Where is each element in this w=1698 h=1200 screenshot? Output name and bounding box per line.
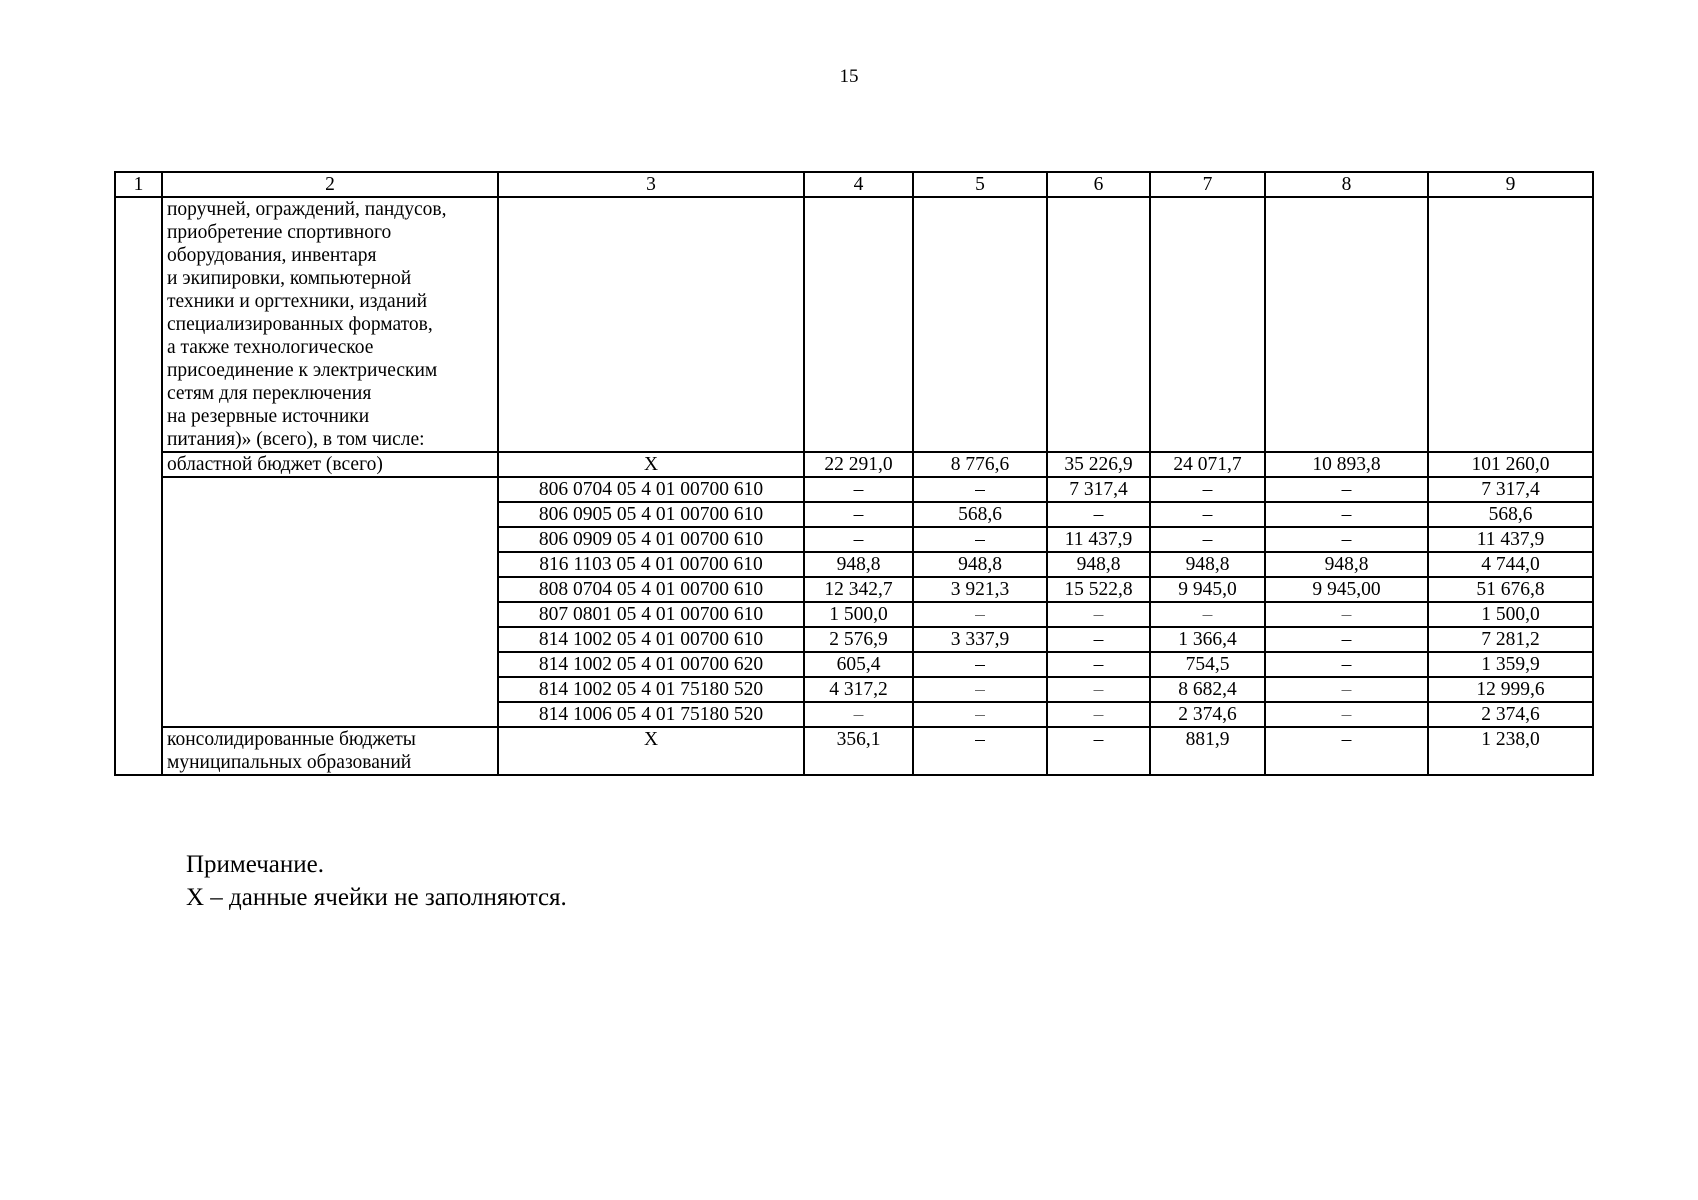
value-cell: – (1265, 527, 1428, 552)
header-cell: 8 (1265, 172, 1428, 197)
budget-code-cell: 814 1002 05 4 01 00700 610 (498, 627, 804, 652)
note-title: Примечание. (186, 851, 325, 878)
item-description-line: поручней, ограждений, пандусов, (167, 199, 447, 220)
header-cell: 6 (1047, 172, 1150, 197)
value-cell: 101 260,0 (1428, 452, 1593, 477)
header-cell: 2 (162, 172, 498, 197)
value-cell: 568,6 (913, 502, 1047, 527)
value-cell: – (1047, 727, 1150, 775)
header-row (115, 172, 1593, 197)
value-cell: 7 317,4 (1428, 477, 1593, 502)
value-cell: – (1265, 727, 1428, 775)
value-cell: 2 374,6 (1150, 702, 1265, 727)
value-cell: 2 576,9 (804, 627, 913, 652)
value-cell: 948,8 (1047, 552, 1150, 577)
value-cell: 1 238,0 (1428, 727, 1593, 775)
item-description-line: на резервные источники (167, 406, 370, 427)
item-description-line: сетям для переключения (167, 383, 372, 404)
empty-cell (498, 197, 804, 452)
value-cell: – (804, 502, 913, 527)
value-cell: 3 921,3 (913, 577, 1047, 602)
value-cell: 15 522,8 (1047, 577, 1150, 602)
item-description (162, 197, 498, 452)
value-cell: – (804, 702, 913, 727)
value-cell: – (804, 527, 913, 552)
value-cell: 1 500,0 (1428, 602, 1593, 627)
note (186, 848, 567, 914)
value-cell: 3 337,9 (913, 627, 1047, 652)
value-cell: 12 342,7 (804, 577, 913, 602)
budget-code-cell: 814 1002 05 4 01 75180 520 (498, 677, 804, 702)
value-cell: – (913, 652, 1047, 677)
value-cell: – (1150, 602, 1265, 627)
empty-cell (913, 197, 1047, 452)
item-description-line: питания)» (всего), в том числе: (167, 429, 425, 450)
value-cell: 10 893,8 (1265, 452, 1428, 477)
value-cell: – (1265, 477, 1428, 502)
value-cell: 12 999,6 (1428, 677, 1593, 702)
value-cell: 568,6 (1428, 502, 1593, 527)
item-description-line: присоединение к электрическим (167, 360, 438, 381)
item-description-line: приобретение спортивного (167, 222, 392, 243)
value-cell: 754,5 (1150, 652, 1265, 677)
municipal-label-line: муниципальных образований (167, 752, 412, 773)
value-cell: 1 359,9 (1428, 652, 1593, 677)
value-cell: 8 682,4 (1150, 677, 1265, 702)
value-cell: 356,1 (804, 727, 913, 775)
item-row (115, 197, 1593, 452)
value-cell: – (913, 602, 1047, 627)
empty-cell (1265, 197, 1428, 452)
value-cell: – (1265, 652, 1428, 677)
budget-code-cell: 814 1006 05 4 01 75180 520 (498, 702, 804, 727)
value-cell: – (1265, 627, 1428, 652)
value-cell: – (1265, 502, 1428, 527)
budget-code-cell: 806 0909 05 4 01 00700 610 (498, 527, 804, 552)
budget-code-cell: 814 1002 05 4 01 00700 620 (498, 652, 804, 677)
value-cell: 9 945,0 (1150, 577, 1265, 602)
value-cell: – (1047, 502, 1150, 527)
code-cell: Х (498, 452, 804, 477)
value-cell: 4 744,0 (1428, 552, 1593, 577)
value-cell: – (1047, 677, 1150, 702)
empty-cell (1150, 197, 1265, 452)
value-cell: – (1047, 652, 1150, 677)
note-text: Х – данные ячейки не заполняются. (186, 884, 567, 911)
value-cell: – (804, 477, 913, 502)
value-cell: 4 317,2 (804, 677, 913, 702)
value-cell: 11 437,9 (1047, 527, 1150, 552)
header-cell: 9 (1428, 172, 1593, 197)
header-cell: 5 (913, 172, 1047, 197)
regional-budget-row (115, 452, 1593, 477)
value-cell: – (913, 677, 1047, 702)
item-description-line: оборудования, инвентаря (167, 245, 377, 266)
value-cell: – (913, 477, 1047, 502)
value-cell: 605,4 (804, 652, 913, 677)
budget-code-cell: 816 1103 05 4 01 00700 610 (498, 552, 804, 577)
value-cell: – (1047, 602, 1150, 627)
item-description-line: а также технологическое (167, 337, 374, 358)
value-cell: – (1150, 477, 1265, 502)
header-cell: 1 (115, 172, 162, 197)
item-description-line: техники и оргтехники, изданий (167, 291, 428, 312)
value-cell: – (1047, 702, 1150, 727)
header-cell: 4 (804, 172, 913, 197)
value-cell: 11 437,9 (1428, 527, 1593, 552)
code-cell: Х (498, 727, 804, 775)
empty-cell (1047, 197, 1150, 452)
empty-label-cell (162, 477, 498, 727)
value-cell: – (1265, 602, 1428, 627)
value-cell: – (1047, 627, 1150, 652)
municipal-budget-row (115, 727, 1593, 775)
item-description-line: и экипировки, компьютерной (167, 268, 412, 289)
value-cell: 22 291,0 (804, 452, 913, 477)
budget-code-cell: 806 0905 05 4 01 00700 610 (498, 502, 804, 527)
header-cell: 7 (1150, 172, 1265, 197)
value-cell: 948,8 (913, 552, 1047, 577)
value-cell: 2 374,6 (1428, 702, 1593, 727)
value-cell: – (1265, 677, 1428, 702)
budget-code-cell: 807 0801 05 4 01 00700 610 (498, 602, 804, 627)
budget-table (114, 171, 1594, 776)
value-cell: – (1150, 527, 1265, 552)
value-cell: 1 366,4 (1150, 627, 1265, 652)
value-cell: 7 281,2 (1428, 627, 1593, 652)
value-cell: 35 226,9 (1047, 452, 1150, 477)
value-cell: 7 317,4 (1047, 477, 1150, 502)
empty-cell (1428, 197, 1593, 452)
value-cell: 948,8 (804, 552, 913, 577)
value-cell: 51 676,8 (1428, 577, 1593, 602)
municipal-label-line: консолидированные бюджеты (167, 729, 416, 750)
item-description-line: специализированных форматов, (167, 314, 433, 335)
header-cell: 3 (498, 172, 804, 197)
value-cell: 8 776,6 (913, 452, 1047, 477)
page-number: 15 (839, 66, 859, 87)
municipal-budget-label (162, 727, 498, 775)
value-cell: – (913, 702, 1047, 727)
empty-cell (804, 197, 913, 452)
budget-code-cell: 808 0704 05 4 01 00700 610 (498, 577, 804, 602)
value-cell: 948,8 (1150, 552, 1265, 577)
row-number-cell (115, 197, 162, 775)
value-cell: 24 071,7 (1150, 452, 1265, 477)
value-cell: 9 945,00 (1265, 577, 1428, 602)
value-cell: 1 500,0 (804, 602, 913, 627)
value-cell: 948,8 (1265, 552, 1428, 577)
value-cell: 881,9 (1150, 727, 1265, 775)
value-cell: – (1265, 702, 1428, 727)
value-cell: – (913, 527, 1047, 552)
budget-code-cell: 806 0704 05 4 01 00700 610 (498, 477, 804, 502)
budget-code-row (115, 477, 1593, 502)
value-cell: – (913, 727, 1047, 775)
value-cell: – (1150, 502, 1265, 527)
regional-budget-label: областной бюджет (всего) (162, 452, 498, 477)
